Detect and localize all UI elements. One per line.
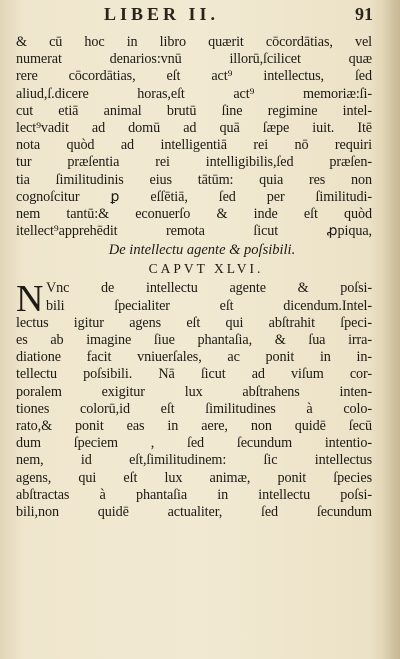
text-line: es ab imagine ſiue phantaſia, & ſua irra-: [16, 332, 372, 349]
drop-cap-initial: N: [16, 278, 44, 321]
text-line: numerat denarios:vnū illorū,ſcilicet quæ: [16, 51, 372, 68]
text-line: tellectu poſsibili. Nā ſicut ad viſum cor-: [16, 366, 372, 383]
text-line: cut etiā animal brutū ſine regimine intel-: [16, 102, 372, 119]
text-line: agens, qui eſt lux animæ, ponit ſpecies: [16, 469, 372, 486]
page-header: [0, 4, 400, 28]
text-line: lectus igitur agens eſt qui abſtrahit ſpeci-: [16, 314, 372, 331]
text-line: & cū hoc in libro quærit cōcordātias, vel: [16, 34, 372, 50]
text-line: lect⁹vadit ad domū ad quā ſæpe iuit. Itē: [16, 120, 372, 137]
text-line: nota quòd ad intelligentiā rei nō requiri: [16, 137, 372, 154]
text-line: dum ſpeciem , ſed ſecundum intentio-: [16, 435, 372, 452]
text-line: rato,& ponit eas in aere, non quidē ſecū: [16, 418, 372, 435]
text-line: tia ſimilitudinis eius tātūm: quia res non: [16, 171, 372, 188]
page-gutter-shadow: [382, 0, 400, 659]
chapter-heading: CAPVT XLVI.: [148, 261, 264, 277]
text-line: nem tantū:& econuerſo & inde eſt quòd: [16, 206, 372, 223]
text-line: itellect⁹apprehēdit remota ſicut ꝓpiqua,: [16, 223, 372, 240]
section-title: De intellectu agente & poſsibili.: [108, 242, 296, 259]
chapter-body: [16, 280, 372, 521]
text-line: poralem exigitur lux abſtrahens inten-: [16, 383, 372, 400]
text-line: cognoſcitur ꝑ eſſētiā, ſed per ſimilitudi-: [16, 188, 372, 205]
page-number: 91: [355, 4, 373, 24]
text-line: rere cōcordātias, eſt act⁹ intellectus, ſed: [16, 68, 372, 85]
running-head: LIBER II.: [104, 4, 220, 24]
text-line: tur præſentia rei intelligibilis,ſed præſen-: [16, 154, 372, 171]
text-line: abſtractas à phantaſia in intellectu poſsi-: [16, 486, 372, 503]
text-line: aliud,ſ.dicere horas,eſt act⁹ memoriæ:ſi-: [16, 85, 372, 102]
text-line: nem, id eſt,ſimilitudinem: ſic intellectus: [16, 452, 372, 469]
text-block: [16, 34, 372, 521]
text-line: tiones colorū,id eſt ſimilitudines à colo-: [16, 400, 372, 417]
text-line: Vnc de intellectu agente & poſsi-: [46, 280, 372, 297]
text-line: bili,non quidē actualiter, ſed ſecundum: [16, 504, 372, 521]
text-line: bili ſpecialiter eſt dicendum.Intel-: [46, 297, 372, 314]
text-line: diatione facit vniuerſales, ac ponit in in-: [16, 349, 372, 366]
